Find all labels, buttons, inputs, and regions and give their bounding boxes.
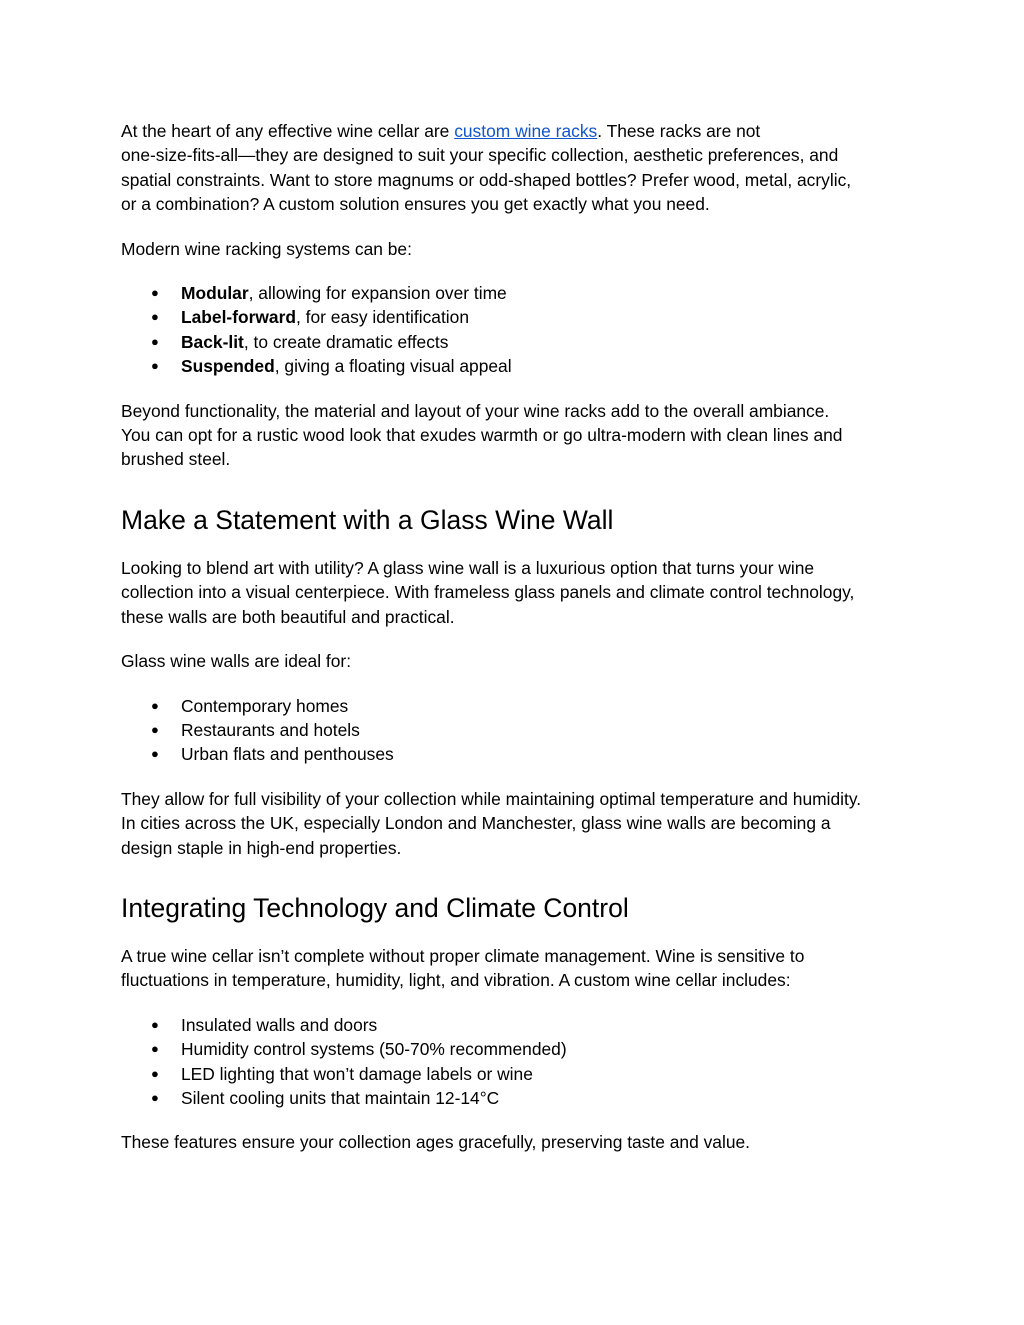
list-item-bold: Label-forward xyxy=(181,307,296,328)
bullet-icon: ● xyxy=(151,746,159,762)
list-item xyxy=(121,718,911,742)
technology-list xyxy=(121,1013,911,1111)
glass-closing-paragraph xyxy=(121,787,911,860)
glass-ideal-list xyxy=(121,694,911,767)
bullet-icon: ● xyxy=(151,1041,159,1057)
glass-line-1: Looking to blend art with utility? A glass wine wall is a luxurious option that turns your wine xyxy=(121,557,815,578)
list-item-text: Urban flats and penthouses xyxy=(181,744,394,765)
list-item-text: Restaurants and hotels xyxy=(181,719,360,740)
intro-line-4: or a combination? A custom solution ensures you get exactly what you need. xyxy=(121,194,710,215)
glass-closing-line-1: They allow for full visibility of your collection while maintaining optimal temperature and humidity. xyxy=(121,788,862,809)
list-item xyxy=(121,1013,911,1037)
list-item xyxy=(121,1062,911,1086)
bullet-icon: ● xyxy=(151,285,159,301)
list-item-bold: Back-lit xyxy=(181,331,244,352)
bullet-icon: ● xyxy=(151,1065,159,1081)
beyond-line-3: brushed steel. xyxy=(121,449,231,470)
intro-paragraph xyxy=(121,119,911,217)
technology-paragraph xyxy=(121,944,911,993)
list-item xyxy=(121,305,911,329)
list-item xyxy=(121,354,911,378)
intro-line-3: spatial constraints. Want to store magnums or odd-shaped bottles? Prefer wood, metal, acrylic, xyxy=(121,169,852,190)
list-item xyxy=(121,330,911,354)
bullet-icon: ● xyxy=(151,1089,159,1105)
intro-line-1 xyxy=(121,119,911,143)
list-item xyxy=(121,694,911,718)
glass-wall-heading: Make a Statement with a Glass Wine Wall xyxy=(121,504,614,535)
bullet-icon: ● xyxy=(151,358,159,374)
tech-line-2: fluctuations in temperature, humidity, light, and vibration. A custom wine cellar includes: xyxy=(121,970,791,991)
racking-intro: Modern wine racking systems can be: xyxy=(121,238,412,259)
glass-line-2: collection into a visual centerpiece. With frameless glass panels and climate control technology, xyxy=(121,582,855,603)
list-item-bold: Modular xyxy=(181,283,249,304)
tech-line-1: A true wine cellar isn’t complete without proper climate management. Wine is sensitive to xyxy=(121,945,805,966)
glass-closing-line-3: design staple in high-end properties. xyxy=(121,837,402,858)
bullet-icon: ● xyxy=(151,721,159,737)
intro-line-2: one-size-fits-all—they are designed to suit your specific collection, aesthetic preferences, and xyxy=(121,145,839,166)
technology-closing: These features ensure your collection ages gracefully, preserving taste and value. xyxy=(121,1132,750,1153)
bullet-icon: ● xyxy=(151,309,159,325)
list-item-text: Contemporary homes xyxy=(181,695,349,716)
list-item-text: Silent cooling units that maintain 12-14°C xyxy=(181,1087,500,1108)
list-item xyxy=(121,742,911,766)
beyond-paragraph xyxy=(121,399,911,472)
list-item xyxy=(121,1086,911,1110)
list-item-text: , for easy identification xyxy=(295,307,470,328)
bullet-icon: ● xyxy=(151,1016,159,1032)
list-item xyxy=(121,281,911,305)
list-item-bold: Suspended xyxy=(181,356,275,377)
list-item-text: , giving a floating visual appeal xyxy=(274,356,512,377)
racking-list xyxy=(121,281,911,379)
glass-ideal-intro: Glass wine walls are ideal for: xyxy=(121,651,352,672)
beyond-line-2: You can opt for a rustic wood look that exudes warmth or go ultra-modern with clean lines and xyxy=(121,425,843,446)
intro-text-before-link: At the heart of any effective wine cellar are xyxy=(121,121,455,141)
custom-wine-racks-link[interactable]: custom wine racks xyxy=(454,121,598,141)
list-item-text: , allowing for expansion over time xyxy=(248,283,507,304)
intro-text-after-link: . These racks are not xyxy=(597,121,761,141)
list-item-text: Insulated walls and doors xyxy=(181,1014,378,1035)
bullet-icon: ● xyxy=(151,697,159,713)
technology-heading: Integrating Technology and Climate Control xyxy=(121,892,629,923)
document-page xyxy=(121,119,911,1175)
list-item-text: , to create dramatic effects xyxy=(243,331,449,352)
glass-closing-line-2: In cities across the UK, especially London and Manchester, glass wine walls are becoming a xyxy=(121,813,831,834)
glass-paragraph xyxy=(121,556,911,629)
beyond-line-1: Beyond functionality, the material and layout of your wine racks add to the overall ambiance. xyxy=(121,400,830,421)
bullet-icon: ● xyxy=(151,333,159,349)
list-item-text: LED lighting that won’t damage labels or wine xyxy=(181,1063,533,1084)
list-item xyxy=(121,1037,911,1061)
list-item-text: Humidity control systems (50-70% recommended) xyxy=(181,1039,567,1060)
glass-line-3: these walls are both beautiful and practical. xyxy=(121,606,455,627)
